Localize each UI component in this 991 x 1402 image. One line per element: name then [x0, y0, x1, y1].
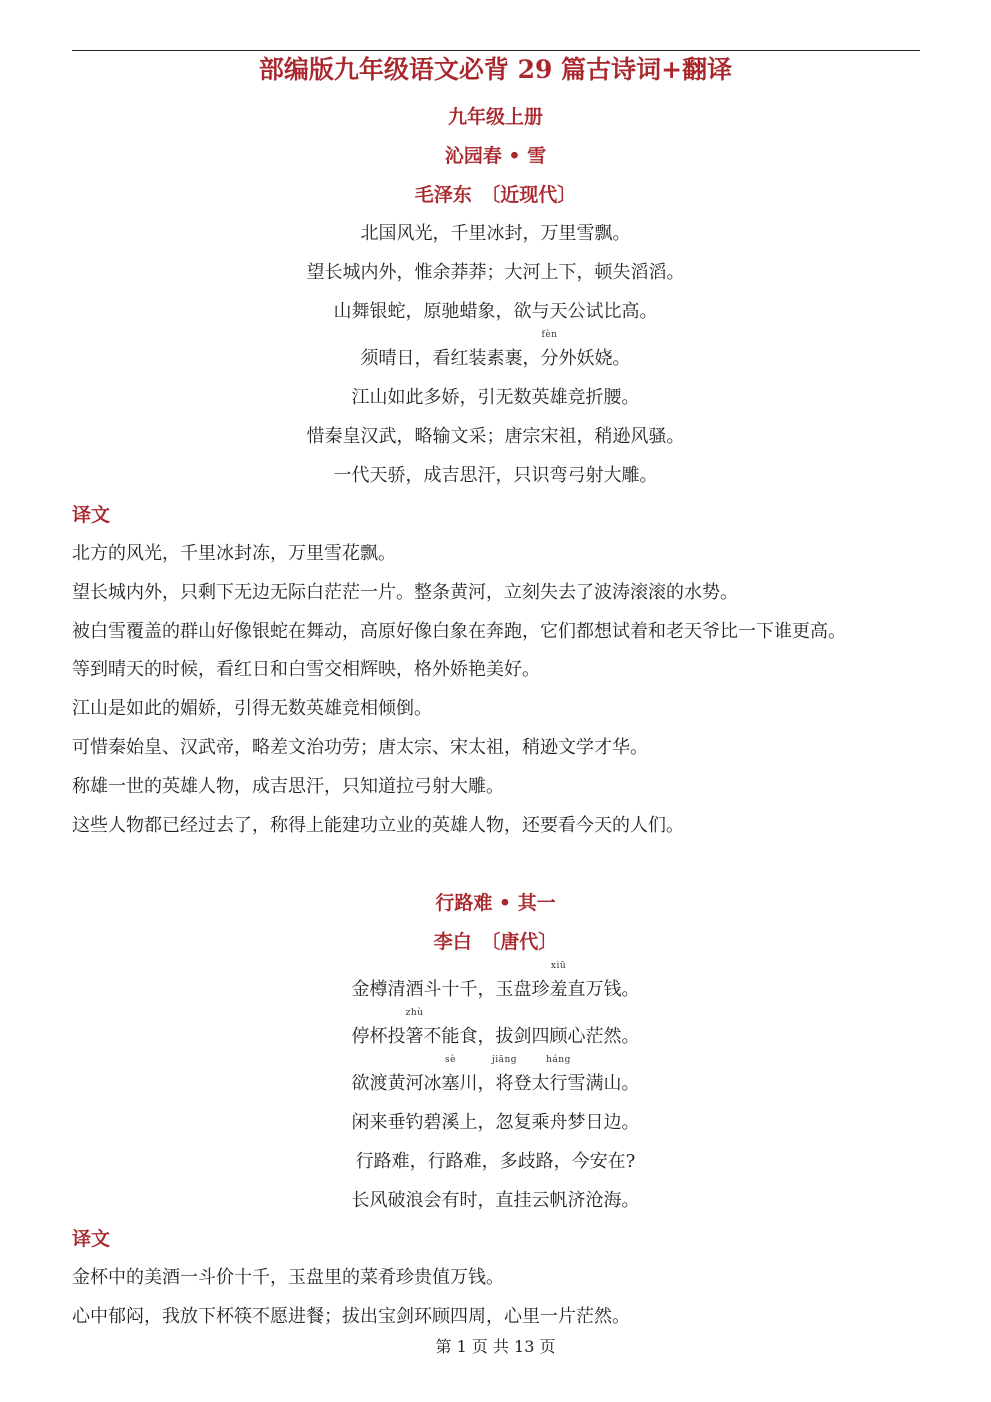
- translation-line: 被白雪覆盖的群山好像银蛇在舞动，高原好像白象在奔跑，它们都想试着和老天爷比一下谁更高。: [72, 621, 846, 642]
- translation-line: 心中郁闷，我放下杯筷不愿进餐；拔出宝剑环顾四周，心里一片茫然。: [72, 1306, 630, 1327]
- poem-line-text: 须晴日，看红装素裹，: [360, 348, 541, 369]
- translation-line: 可惜秦始皇、汉武帝，略差文治功劳；唐太宗、宋太祖，稍逊文学才华。: [72, 737, 648, 758]
- ruby-annotated-char: fèn 分: [540, 330, 559, 369]
- poem-line: 行路难，行路难，多歧路，今安在?: [355, 1151, 636, 1172]
- ruby-annotated-char: háng 行: [546, 1055, 571, 1094]
- poem-line: 停杯投 zhù 箸不能食，拔剑四顾心茫然。: [0, 1023, 991, 1051]
- poem-line: 山舞银蛇，原驰蜡象，欲与天公试比高。: [333, 301, 658, 322]
- translation-label: 译文: [72, 504, 111, 526]
- poem-line: 长风破浪会有时，直挂云帆济沧海。: [351, 1190, 640, 1211]
- poem-line: 江山如此多娇，引无数英雄竞折腰。: [351, 387, 640, 408]
- poem-line: 欲渡黄河冰 sè 塞川， jiāng 将登太 háng 行雪满山。: [0, 1070, 991, 1098]
- ruby-annotated-char: sè 塞: [441, 1055, 460, 1094]
- poem-line: 金樽清酒斗十千，玉盘珍 xiū 羞直万钱。: [0, 976, 991, 1004]
- poem-author: 毛泽东 〔近现代〕: [414, 184, 577, 206]
- translation-line: 等到晴天的时候，看红日和白雪交相辉映，格外娇艳美好。: [72, 659, 540, 680]
- poem-title: 沁园春 • 雪: [444, 145, 547, 167]
- top-rule: [72, 50, 920, 51]
- pinyin-annotation: háng: [546, 1055, 571, 1065]
- grade-section-heading: 九年级上册: [447, 106, 543, 128]
- poem-line: 北国风光，千里冰封，万里雪飘。: [360, 223, 631, 244]
- translation-line: 北方的风光，千里冰封冻，万里雪花飘。: [72, 543, 396, 564]
- pinyin-annotation: zhù: [405, 1008, 424, 1018]
- translation-line: 金杯中的美酒一斗价十千，玉盘里的菜肴珍贵值万钱。: [72, 1267, 504, 1288]
- poem-line: 一代天骄，成吉思汗，只识弯弓射大雕。: [333, 465, 658, 486]
- pinyin-annotation: sè: [445, 1055, 456, 1065]
- poem-line: [0, 330, 991, 373]
- ruby-annotated-char: xiū 羞: [549, 961, 568, 1000]
- translation-line: 望长城内外，只剩下无边无际白茫茫一片。整条黄河，立刻失去了波涛滚滚的水势。: [72, 582, 738, 603]
- page-number-footer: 第 1 页 共 13 页: [435, 1337, 556, 1356]
- document-title: 部编版九年级语文必背 29 篇古诗词+翻译: [258, 55, 733, 84]
- ruby-annotated-char: zhù 箸: [405, 1008, 424, 1047]
- pinyin-annotation: xiū: [550, 961, 567, 971]
- poem-author: 李白 〔唐代〕: [433, 931, 558, 953]
- poem-line: 望长城内外，惟余莽莽；大河上下，顿失滔滔。: [306, 262, 685, 283]
- ruby-annotated-char: jiāng 将: [491, 1055, 518, 1094]
- poem-line: 惜秦皇汉武，略输文采；唐宗宋祖，稍逊风骚。: [306, 426, 685, 447]
- poem-line: 闲来垂钓碧溪上，忽复乘舟梦日边。: [351, 1112, 640, 1133]
- poem-line-text: 外妖娆。: [558, 348, 631, 369]
- translation-label: 译文: [72, 1228, 111, 1250]
- poem-title: 行路难 • 其一: [435, 892, 556, 914]
- translation-line: 江山是如此的媚娇，引得无数英雄竞相倾倒。: [72, 698, 432, 719]
- translation-line: 这些人物都已经过去了，称得上能建功立业的英雄人物，还要看今天的人们。: [72, 815, 684, 836]
- translation-line: 称雄一世的英雄人物，成吉思汗，只知道拉弓射大雕。: [72, 776, 504, 797]
- pinyin-annotation: fèn: [541, 330, 558, 340]
- pinyin-annotation: jiāng: [491, 1055, 518, 1065]
